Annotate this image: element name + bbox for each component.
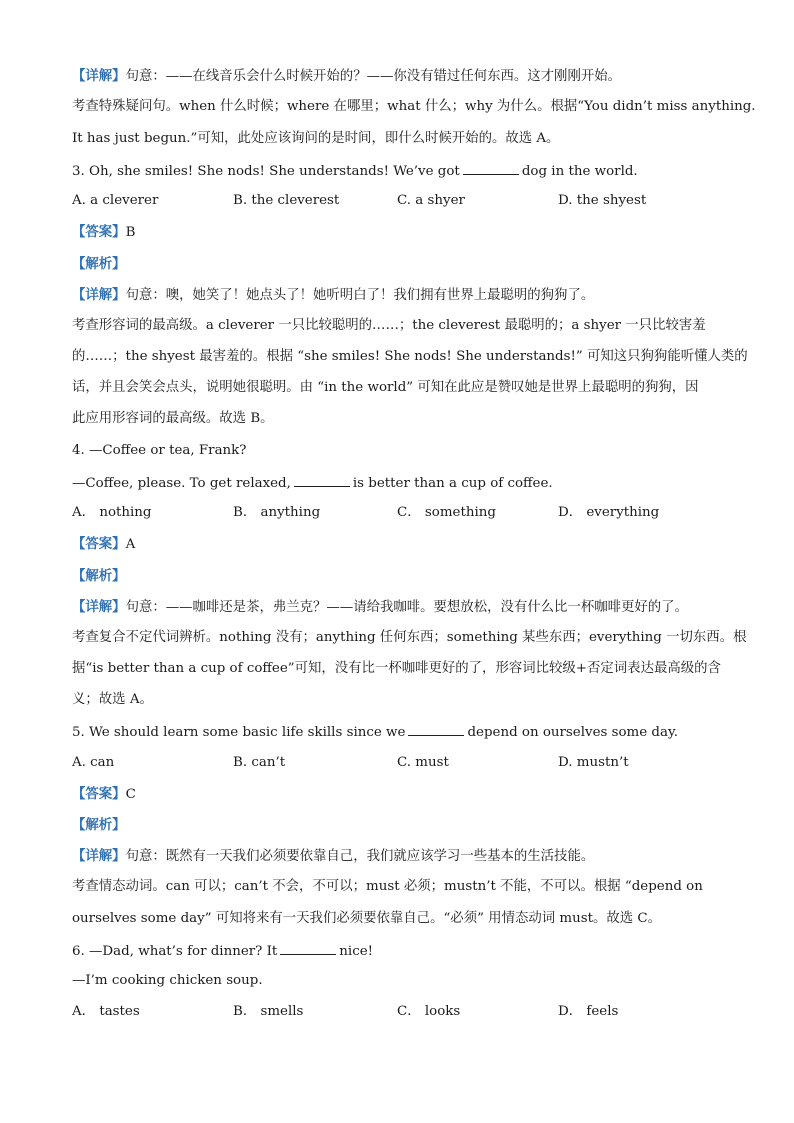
- question-6-reply: —I’m cooking chicken soup.: [72, 973, 263, 988]
- question-4: 4. —Coffee or tea, Frank?: [72, 443, 247, 458]
- explanation-line: 此应用形容词的最高级。故选 B。: [72, 411, 274, 426]
- detail-text: 句意：——咖啡还是茶，弗兰克？——请给我咖啡。要想放松，没有什么比一杯咖啡更好的了。: [125, 600, 688, 615]
- detail-line: [72, 286, 722, 305]
- explanation-line: 据“is better than a cup of coffee”可知，没有比一杯咖啡更好的了，形容词比较级+否定词表达最高级的含: [72, 661, 721, 676]
- option-d: D. the shyest: [558, 193, 647, 208]
- answer-value: B: [125, 225, 136, 240]
- question-4-reply: —Coffee, please. To get relaxed, is better than a cup of coffee.: [72, 473, 722, 493]
- option-b: B. can’t: [233, 755, 286, 770]
- answer-tag: 【答案】: [72, 224, 126, 240]
- detail-tag: 【详解】: [72, 848, 126, 864]
- option-a: A. can: [72, 755, 115, 770]
- explanation-line: 考查特殊疑问句。when 什么时候；where 在哪里；what 什么；why 为什么。根据“You didn’t miss anything.: [72, 99, 756, 114]
- analysis-tag: 【解析】: [72, 568, 126, 584]
- explanation-line: 义；故选 A。: [72, 692, 153, 707]
- explanation-line: 考查复合不定代词辨析。nothing 没有；anything 任何东西；something 某些东西；everything 一切东西。根: [72, 630, 747, 645]
- option-c: C. must: [397, 755, 449, 770]
- explanation-line: 考查情态动词。can 可以；can’t 不会，不可以；must 必须；mustn’t 不能，不可以。根据 “depend on: [72, 879, 703, 894]
- detail-line: [72, 598, 722, 617]
- explanation-line: 考查形容词的最高级。a cleverer 一只比较聪明的……；the cleverest 最聪明的；a shyer 一只比较害羞: [72, 318, 706, 333]
- answer-blank: [294, 473, 350, 487]
- answer-value: A: [125, 537, 136, 552]
- detail-line: [72, 67, 722, 86]
- explanation-line: 的……；the shyest 最害羞的。根据 “she smiles! She nods! She understands!” 可知这只狗狗能听懂人类的: [72, 349, 748, 364]
- explanation-line: 话，并且会笑会点头，说明她很聪明。由 “in the world” 可知在此应是赞叹她是世界上最聪明的狗狗，因: [72, 380, 699, 395]
- option-c: C. a shyer: [397, 193, 465, 208]
- detail-text: 句意：既然有一天我们必须要依靠自己，我们就应该学习一些基本的生活技能。: [125, 849, 595, 864]
- explanation-line: ourselves some day” 可知将来有一天我们必须要依靠自己。“必须” 用情态动词 must。故选 C。: [72, 911, 662, 926]
- option-c: C． looks: [397, 1004, 461, 1019]
- option-b: B． smells: [233, 1004, 304, 1019]
- option-d: D． feels: [558, 1004, 619, 1019]
- option-b: B． anything: [233, 505, 321, 520]
- option-a: A． nothing: [72, 505, 152, 520]
- answer-line: [72, 785, 722, 804]
- answer-tag: 【答案】: [72, 536, 126, 552]
- answer-tag: 【答案】: [72, 786, 126, 802]
- option-b: B. the cleverest: [233, 193, 340, 208]
- explanation-line: It has just begun.”可知，此处应该询问的是时间，即什么时候开始的。故选 A。: [72, 131, 560, 146]
- analysis-line: [72, 816, 722, 835]
- question-6: 6. —Dad, what’s for dinner? It nice!: [72, 941, 722, 961]
- detail-tag: 【详解】: [72, 68, 126, 84]
- question-5: 5. We should learn some basic life skills since we depend on ourselves some day.: [72, 722, 722, 742]
- options-row: [72, 1003, 722, 1021]
- options-row: [72, 504, 722, 522]
- option-c: C． something: [397, 505, 496, 520]
- option-d: D． everything: [558, 505, 660, 520]
- option-a: A． tastes: [72, 1004, 140, 1019]
- analysis-line: [72, 255, 722, 274]
- analysis-tag: 【解析】: [72, 256, 126, 272]
- detail-line: [72, 847, 722, 866]
- question-3: 3. Oh, she smiles! She nods! She understands! We’ve got dog in the world.: [72, 161, 722, 181]
- analysis-tag: 【解析】: [72, 817, 126, 833]
- answer-blank: [408, 722, 464, 736]
- options-row: [72, 754, 722, 772]
- answer-blank: [280, 941, 336, 955]
- detail-text: 句意：噢，她笑了！她点头了！她听明白了！我们拥有世界上最聪明的狗狗了。: [125, 288, 595, 303]
- answer-blank: [463, 161, 519, 175]
- answer-value: C: [125, 787, 136, 802]
- option-d: D. mustn’t: [558, 755, 629, 770]
- detail-tag: 【详解】: [72, 287, 126, 303]
- options-row: [72, 192, 722, 210]
- answer-line: [72, 223, 722, 242]
- detail-tag: 【详解】: [72, 599, 126, 615]
- option-a: A. a cleverer: [72, 193, 159, 208]
- detail-text: 句意：——在线音乐会什么时候开始的？——你没有错过任何东西。这才刚刚开始。: [125, 69, 622, 84]
- analysis-line: [72, 567, 722, 586]
- answer-line: [72, 535, 722, 554]
